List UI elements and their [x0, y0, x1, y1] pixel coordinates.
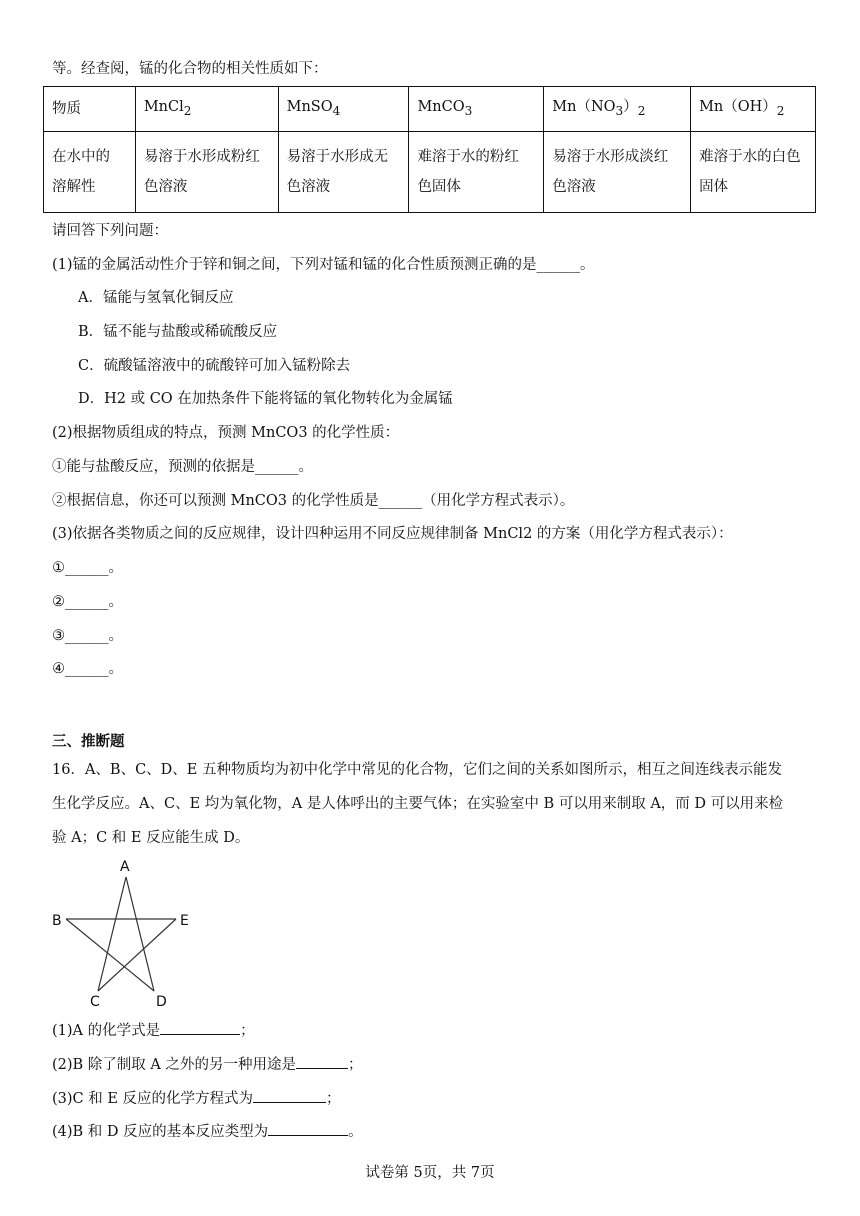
table-cell: 易溶于水形成粉红 色溶液 [135, 132, 278, 213]
q16-sub-4: (4)B 和 D 反应的基本反应类型为 。 [52, 1121, 363, 1142]
option-d: D．H2 或 CO 在加热条件下能将锰的氧化物转化为金属锰 [78, 391, 453, 407]
node-label-d: D [156, 994, 167, 1008]
question-2-2: ②根据信息，你还可以预测 MnCO3 的化学性质是______（用化学方程式表示）。 [52, 493, 575, 509]
header-cell: MnSO$_4$ [278, 87, 409, 132]
node-label-c: C [90, 994, 100, 1008]
manganese-properties-table [43, 86, 816, 213]
answer-blank[interactable] [268, 1121, 348, 1136]
page-footer: 试卷第 5页，共 7页 [365, 1165, 495, 1181]
node-label-b: B [52, 913, 62, 929]
answer-blank[interactable] [253, 1088, 326, 1103]
table-cell: 易溶于水形成无 色溶液 [278, 132, 409, 213]
table-header-row [44, 87, 816, 132]
row-label: 在水中的 溶解性 [44, 132, 136, 213]
question-2-1: ①能与盐酸反应，预测的依据是______。 [52, 459, 313, 475]
header-cell: MnCl$_2$ [135, 87, 278, 132]
question-3-item-3: ③______。 [52, 628, 123, 644]
q16-sub-2: (2)B 除了制取 A 之外的另一种用途是 ； [52, 1054, 363, 1075]
edge-a-d [126, 877, 154, 991]
question-3-item-4: ④______。 [52, 661, 123, 677]
question-2: (2)根据物质组成的特点，预测 MnCO3 的化学性质： [52, 425, 400, 441]
answer-blank[interactable] [160, 1020, 240, 1035]
q16-line-3: 验 A；C 和 E 反应能生成 D。 [52, 830, 250, 846]
header-cell: 物质 [44, 87, 136, 132]
option-b: B．锰不能与盐酸或稀硫酸反应 [78, 324, 278, 340]
header-cell: $Mn(NO_3)_2$ [544, 87, 691, 132]
question-1: (1)锰的金属活动性介于锌和铜之间，下列对锰和锰的化合性质预测正确的是______。 [52, 257, 595, 273]
option-a: A．锰能与氢氧化铜反应 [78, 290, 234, 306]
question-prompt: 请回答下列问题： [52, 223, 168, 239]
table-cell: 难溶于水的粉红 色固体 [409, 132, 544, 213]
question-3-item-1: ①______。 [52, 560, 123, 576]
question-3: (3)依据各类物质之间的反应规律，设计四种运用不同反应规律制备 MnCl2 的方案（用化学方程式表示）： [52, 526, 733, 542]
table-cell: 易溶于水形成淡红 色溶液 [544, 132, 691, 213]
table-row [44, 132, 816, 213]
header-cell: $Mn(OH)_2$ [691, 87, 816, 132]
table-cell: 难溶于水的白色 固体 [691, 132, 816, 213]
q16-line-2: 生化学反应。A、C、E 均为氧化物，A 是人体呼出的主要气体；在实验室中 B 可以用来制取 A，而 D 可以用来检 [52, 796, 784, 812]
question-3-item-2: ②______。 [52, 594, 123, 610]
q16-line-1: 16．A、B、C、D、E 五种物质均为初中化学中常见的化合物，它们之间的关系如图所示，相互之间连线表示能发 [52, 762, 782, 778]
edge-a-c [98, 877, 126, 991]
answer-blank[interactable] [296, 1054, 348, 1069]
node-label-a: A [120, 859, 130, 875]
q16-sub-3: (3)C 和 E 反应的化学方程式为 ； [52, 1088, 341, 1109]
intro-line: 等。经查阅，锰的化合物的相关性质如下： [52, 61, 328, 77]
q16-sub-1: (1)A 的化学式是 ； [52, 1020, 255, 1041]
header-cell: MnCO$_3$ [409, 87, 544, 132]
star-diagram [50, 858, 200, 1008]
section-heading: 三、推断题 [52, 733, 125, 750]
node-label-e: E [180, 913, 189, 929]
option-c: C．硫酸锰溶液中的硫酸锌可加入锰粉除去 [78, 358, 351, 374]
